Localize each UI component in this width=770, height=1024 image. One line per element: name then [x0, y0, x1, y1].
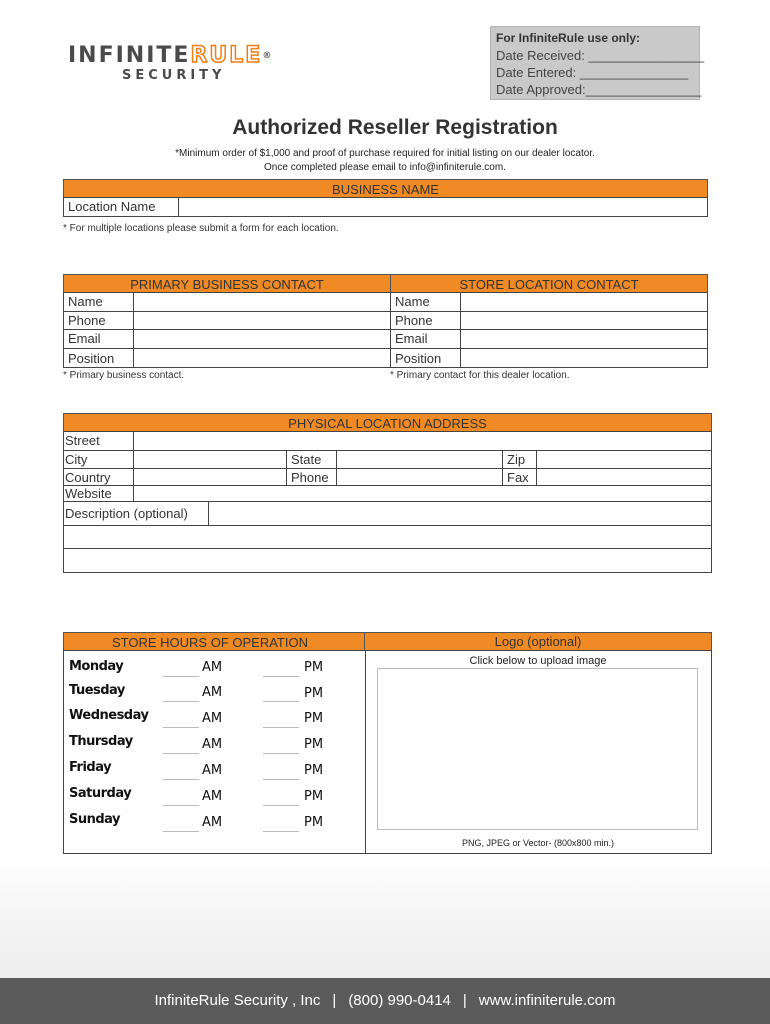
day-saturday: Saturday: [69, 786, 132, 801]
store-phone-label: Phone: [391, 312, 707, 330]
state-label: State: [291, 452, 322, 467]
store-position-label: Position: [395, 351, 442, 366]
monday-close-input[interactable]: [263, 663, 299, 677]
friday-open-input[interactable]: [163, 766, 199, 780]
page-title: Authorized Reseller Registration: [232, 116, 558, 139]
store-hours-header: STORE HOURS OF OPERATION: [63, 632, 365, 651]
date-received-field: Date Received: ________________: [496, 48, 705, 63]
logo-registered-mark: ®: [262, 51, 274, 61]
saturday-open-input[interactable]: [163, 792, 199, 806]
sunday-pm: PM: [304, 815, 324, 830]
day-sunday: Sunday: [69, 812, 121, 827]
date-approved-field: Date Approved:________________: [496, 82, 702, 97]
store-contact-header: STORE LOCATION CONTACT: [390, 274, 708, 293]
saturday-close-input[interactable]: [263, 792, 299, 806]
logo-upload-instruction: Click below to upload image: [469, 655, 607, 667]
date-entered-field: Date Entered: _______________: [496, 65, 689, 80]
primary-name-input[interactable]: [134, 293, 390, 311]
description-line-3[interactable]: [64, 549, 711, 572]
logo-brand-right: RULE: [190, 43, 263, 68]
company-logo: [68, 44, 273, 92]
website-label: Website: [65, 486, 112, 501]
friday-pm: PM: [304, 763, 324, 778]
store-email-label: Email: [391, 330, 707, 349]
friday-am: AM: [202, 763, 223, 778]
location-name-label: Location Name: [64, 198, 179, 216]
office-use-box: [490, 26, 705, 100]
primary-email-label: Email: [64, 330, 390, 349]
sunday-close-input[interactable]: [263, 818, 299, 832]
store-email-input[interactable]: [461, 331, 707, 349]
street-label: Street: [65, 433, 100, 448]
fax-label: Fax: [507, 470, 529, 485]
primary-position-input[interactable]: [134, 350, 390, 368]
thursday-am: AM: [202, 737, 223, 752]
tuesday-close-input[interactable]: [263, 688, 299, 702]
day-tuesday: Tuesday: [69, 683, 125, 698]
subtitle-email-instruction: Once completed please email to info@infiniterule.com.: [264, 162, 506, 173]
zip-label: Zip: [507, 452, 526, 467]
store-position-input[interactable]: [461, 350, 707, 368]
monday-am: AM: [202, 660, 223, 675]
store-phone-input[interactable]: [461, 312, 707, 330]
phone-label: Phone: [291, 470, 329, 485]
logo-upload-header: Logo (optional): [364, 632, 712, 651]
day-wednesday: Wednesday: [69, 708, 149, 723]
location-name-row: [63, 197, 708, 217]
primary-name-label: Name: [64, 293, 390, 312]
zip-input[interactable]: [537, 451, 711, 468]
wednesday-pm: PM: [304, 711, 324, 726]
primary-email-input[interactable]: [134, 331, 390, 349]
logo-subtitle: SECURITY: [122, 68, 226, 83]
saturday-am: AM: [202, 789, 223, 804]
footer-company: InfiniteRule Security , Inc: [154, 992, 321, 1009]
primary-phone-label: Phone: [64, 312, 390, 330]
address-header: PHYSICAL LOCATION ADDRESS: [63, 413, 712, 432]
store-name-label: Name: [391, 293, 707, 312]
sunday-open-input[interactable]: [163, 818, 199, 832]
store-contact-note: * Primary contact for this dealer location.: [390, 370, 570, 381]
logo-brand-left: INFINITE: [68, 43, 191, 68]
wednesday-am: AM: [202, 711, 223, 726]
footer-website[interactable]: www.infiniterule.com: [478, 992, 616, 1009]
tuesday-am: AM: [202, 685, 223, 700]
phone-input[interactable]: [337, 469, 502, 485]
friday-close-input[interactable]: [263, 766, 299, 780]
office-use-title: For InfiniteRule use only:: [496, 31, 641, 45]
primary-contact-note: * Primary business contact.: [63, 370, 185, 381]
saturday-pm: PM: [304, 789, 324, 804]
primary-contact-header: PRIMARY BUSINESS CONTACT: [63, 274, 391, 293]
location-name-input[interactable]: [180, 198, 707, 216]
address-table: [63, 431, 712, 573]
monday-open-input[interactable]: [163, 663, 199, 677]
street-input[interactable]: [134, 432, 711, 450]
tuesday-pm: PM: [304, 686, 324, 701]
sunday-am: AM: [202, 815, 223, 830]
footer-band: [0, 978, 770, 1024]
fax-input[interactable]: [537, 469, 711, 485]
day-thursday: Thursday: [69, 734, 133, 749]
thursday-close-input[interactable]: [263, 740, 299, 754]
hours-list: [63, 650, 363, 854]
city-label: City: [65, 452, 88, 467]
monday-pm: PM: [304, 660, 324, 675]
thursday-open-input[interactable]: [163, 740, 199, 754]
primary-contact-table: [63, 292, 391, 368]
day-friday: Friday: [69, 760, 112, 775]
primary-position-label: Position: [68, 351, 115, 366]
footer-phone: (800) 990-0414: [348, 992, 451, 1009]
footer-separator: |: [462, 992, 467, 1009]
description-line-2[interactable]: [64, 526, 711, 548]
business-note: * For multiple locations please submit a form for each location.: [63, 223, 339, 234]
day-monday: Monday: [69, 659, 124, 674]
primary-phone-input[interactable]: [134, 312, 390, 330]
tuesday-open-input[interactable]: [163, 688, 199, 702]
footer-separator: |: [332, 992, 337, 1009]
subtitle-minimum-order: *Minimum order of $1,000 and proof of purchase required for initial listing on our dealer locator.: [175, 148, 595, 159]
state-input[interactable]: [337, 451, 502, 468]
logo-upload-note: PNG, JPEG or Vector- (800x800 min.): [461, 838, 615, 848]
store-contact-table: [390, 292, 708, 368]
city-input[interactable]: [134, 451, 286, 468]
thursday-pm: PM: [304, 737, 324, 752]
description-label: Description (optional): [65, 506, 188, 521]
business-name-header: BUSINESS NAME: [63, 179, 708, 198]
description-input[interactable]: [209, 502, 711, 525]
wednesday-open-input[interactable]: [163, 714, 199, 728]
country-input[interactable]: [134, 469, 286, 485]
wednesday-close-input[interactable]: [263, 714, 299, 728]
store-name-input[interactable]: [461, 293, 707, 311]
logo-upload-area[interactable]: [377, 668, 698, 830]
country-label: Country: [65, 470, 111, 485]
website-input[interactable]: [134, 486, 711, 501]
